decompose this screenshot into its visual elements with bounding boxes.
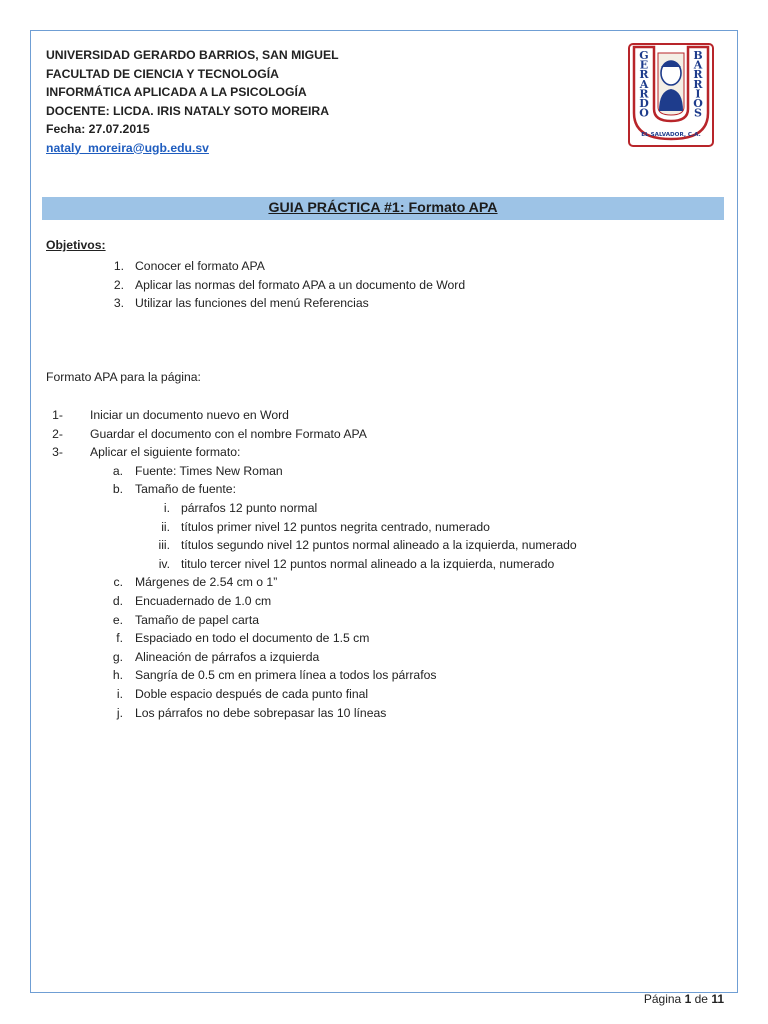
logo-letter: E [639, 58, 649, 72]
list-marker: 3. [113, 296, 124, 311]
list-marker: d. [112, 593, 123, 608]
guide-title-bar [42, 197, 724, 220]
footer-page-label: Página [643, 992, 682, 1006]
objectives-heading: Objetivos: [46, 238, 106, 252]
step-item [46, 555, 706, 574]
footer-page-total: 11 [711, 992, 724, 1006]
list-text: Doble espacio después de cada punto final [135, 686, 369, 701]
list-marker: f. [116, 631, 123, 646]
intro-text: Formato APA para la página: [46, 370, 201, 384]
logo-letter: A [639, 77, 649, 91]
objective-item [46, 257, 686, 276]
list-text: Utilizar las funciones del menú Referencias [135, 296, 369, 311]
list-text: Conocer el formato APA [135, 259, 265, 273]
list-text: Alineación de párrafos a izquierda [135, 649, 320, 664]
logo-right-text [693, 49, 704, 120]
steps-list [46, 406, 706, 722]
logo-letter: O [639, 106, 649, 120]
list-text: Sangría de 0.5 cm en primera línea a todos los párrafos [135, 668, 437, 683]
step-item [46, 425, 706, 444]
list-text: Aplicar el siguiente formato: [90, 445, 241, 460]
logo-letter: R [693, 68, 703, 82]
list-text: Aplicar las normas del formato APA a un documento de Word [135, 277, 466, 292]
logo-letter: A [693, 58, 703, 72]
step-item [46, 704, 706, 723]
list-marker: j. [116, 705, 123, 720]
header-line-date: Fecha: 27.07.2015 [46, 122, 150, 136]
list-marker: a. [112, 463, 123, 478]
list-text: Tamaño de papel carta [135, 612, 259, 627]
step-item [46, 648, 706, 667]
list-text: titulo tercer nivel 12 puntos normal alineado a la izquierda, numerado [181, 556, 555, 571]
step-item [46, 592, 706, 611]
list-text: Encuadernado de 1.0 cm [135, 593, 272, 608]
footer-page-number: 1 [684, 992, 692, 1006]
list-marker: 3- [52, 445, 63, 460]
logo-caption: EL SALVADOR, C.A. [641, 132, 701, 138]
step-item [46, 573, 706, 592]
objectives-list [46, 257, 686, 313]
list-marker: i. [116, 686, 123, 701]
header-line-teacher: DOCENTE: LICDA. IRIS NATALY SOTO MOREIRA [46, 103, 330, 118]
logo-letter: B [693, 49, 703, 62]
step-item [46, 462, 706, 481]
list-marker: 1- [52, 408, 63, 422]
list-text: títulos segundo nivel 12 puntos normal alineado a la izquierda, numerado [181, 538, 577, 553]
list-marker: b. [112, 482, 123, 497]
header-line-university: UNIVERSIDAD GERARDO BARRIOS, SAN MIGUEL [46, 48, 339, 62]
step-item [46, 518, 706, 537]
logo-letter: R [639, 87, 649, 101]
list-text: Tamaño de fuente: [135, 482, 236, 497]
logo-letter: R [639, 68, 649, 82]
objective-item [46, 276, 686, 295]
footer-of-label: de [694, 992, 708, 1006]
page-footer [644, 992, 724, 1006]
list-text: Espaciado en todo el documento de 1.5 cm [135, 631, 370, 646]
header-line-course: INFORMÁTICA APLICADA A LA PSICOLOGÍA [46, 85, 307, 99]
list-marker: iii. [158, 538, 170, 553]
step-item [46, 629, 706, 648]
logo-letter: S [694, 106, 702, 120]
step-item [46, 685, 706, 704]
step-item [46, 480, 706, 499]
list-marker: c. [113, 575, 123, 590]
logo-left-text [639, 49, 650, 120]
logo-letter: G [639, 49, 649, 62]
list-text: Márgenes de 2.54 cm o 1” [135, 575, 278, 590]
objective-item [46, 294, 686, 313]
list-marker: ii. [161, 519, 170, 534]
university-logo [628, 43, 714, 147]
header-line-faculty: FACULTAD DE CIENCIA Y TECNOLOGÍA [46, 66, 279, 81]
list-marker: g. [112, 649, 123, 664]
list-text: Fuente: Times New Roman [135, 463, 283, 478]
email-link[interactable]: nataly_moreira@ugb.edu.sv [46, 140, 209, 155]
logo-letter: D [639, 97, 649, 110]
list-text: Guardar el documento con el nombre Formato APA [90, 426, 367, 441]
step-item [46, 611, 706, 630]
logo-letter: R [693, 77, 703, 91]
list-marker: h. [112, 668, 123, 683]
list-marker: i. [163, 500, 170, 515]
document-header [46, 46, 339, 157]
step-item [46, 406, 706, 425]
logo-letter: I [695, 87, 701, 101]
step-item [46, 499, 706, 518]
list-text: Iniciar un documento nuevo en Word [90, 408, 289, 422]
list-marker: 1. [113, 259, 124, 273]
list-marker: e. [112, 612, 123, 627]
list-marker: 2. [113, 277, 124, 292]
step-item [46, 666, 706, 685]
logo-letter: O [693, 97, 703, 110]
step-item [46, 443, 706, 462]
list-marker: iv. [158, 556, 170, 571]
list-text: Los párrafos no debe sobrepasar las 10 líneas [135, 705, 387, 720]
guide-title: GUIA PRÁCTICA #1: Formato APA [268, 200, 498, 216]
list-text: párrafos 12 punto normal [181, 500, 318, 515]
list-text: títulos primer nivel 12 puntos negrita centrado, numerado [181, 519, 490, 534]
step-item [46, 536, 706, 555]
list-marker: 2- [52, 426, 63, 441]
